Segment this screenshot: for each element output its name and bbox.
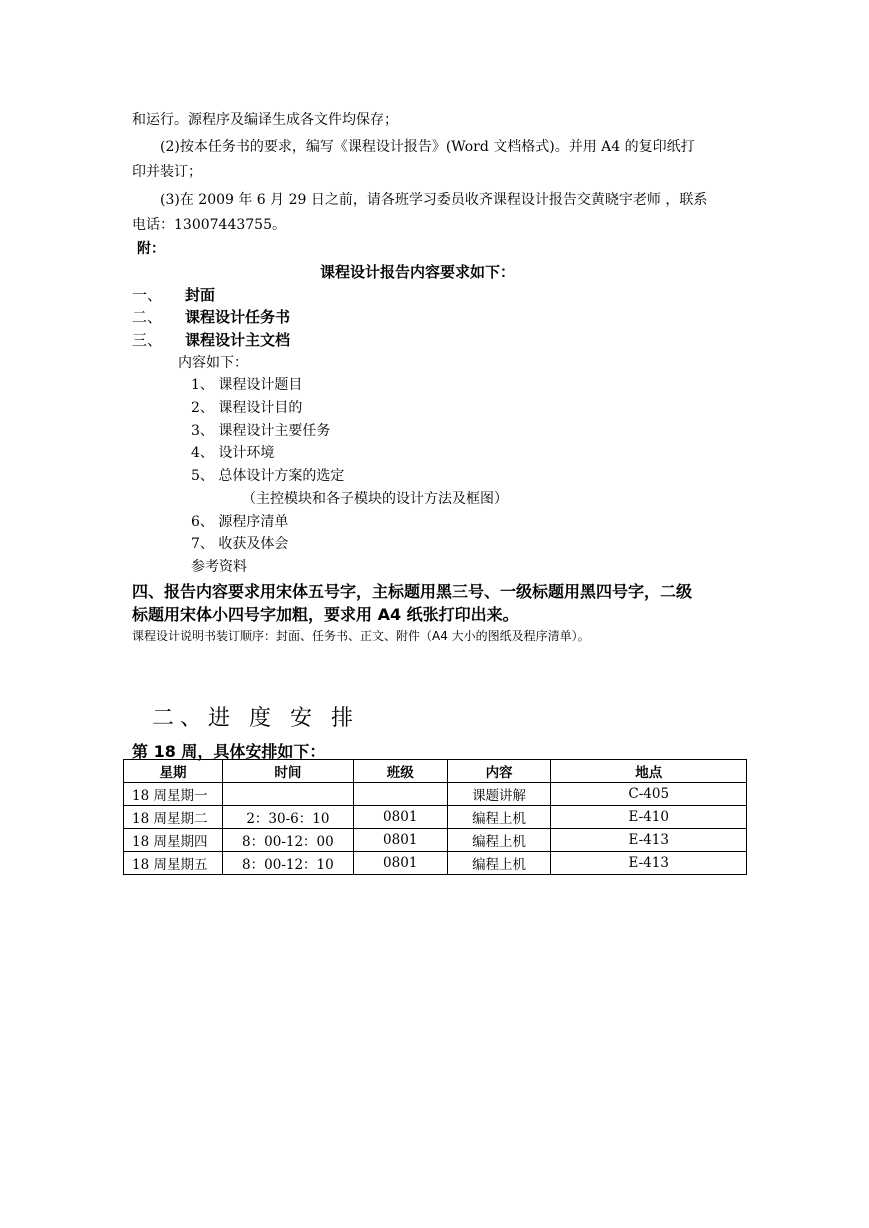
paragraph-line: (2)按本任务书的要求，编写《课程设计报告》(Word 文档格式)。并用 A4 的复印纸打: [160, 139, 695, 155]
report-requirements-title: 课程设计报告内容要求如下：: [320, 263, 516, 281]
section-number: 三、: [132, 331, 163, 349]
section-main-document: 课程设计主文档: [185, 331, 291, 349]
cell-content: 编程上机: [447, 852, 551, 875]
table-row: [124, 783, 747, 806]
section-cover: 封面: [185, 286, 216, 304]
content-item: 5、 总体设计方案的选定: [191, 468, 345, 484]
cell-class: 0801: [353, 852, 447, 875]
content-item-note: （主控模块和各子模块的设计方法及框图）: [242, 491, 508, 507]
schedule-table: [123, 759, 747, 875]
cell-class: 0801: [353, 806, 447, 829]
schedule-subtitle: 第 18 周，具体安排如下：: [132, 742, 326, 761]
content-item: 7、 收获及体会: [191, 536, 289, 552]
cell-weekday: 18 周星期四: [124, 829, 223, 852]
table-row: [124, 852, 747, 875]
column-header-weekday: 星期: [124, 760, 223, 783]
section-number: 一、: [132, 286, 163, 304]
cell-weekday: 18 周星期五: [124, 852, 223, 875]
table-header-row: [124, 760, 747, 783]
table-row: [124, 806, 747, 829]
content-item: 6、 源程序清单: [191, 514, 289, 530]
cell-class: 0801: [353, 829, 447, 852]
cell-time: 8：00-12：00: [222, 829, 353, 852]
content-item: 2、 课程设计目的: [191, 400, 303, 416]
paragraph-line: (3)在 2009 年 6 月 29 日之前，请各班学习委员收齐课程设计报告交黄晓宇老师 ，联系: [160, 192, 708, 208]
column-header-location: 地点: [551, 760, 747, 783]
cell-content: 课题讲解: [447, 783, 551, 806]
paragraph-line: 印并装订；: [132, 164, 202, 180]
content-item: 4、 设计环境: [191, 445, 275, 461]
cell-time: [222, 783, 353, 806]
content-item: 1、 课程设计题目: [191, 377, 303, 393]
binding-order: 课程设计说明书装订顺序：封面、任务书、正文、附件（A4 大小的图纸及程序清单）。: [132, 629, 590, 643]
schedule-title: 二、进 度 安 排: [152, 706, 359, 731]
cell-content: 编程上机: [447, 806, 551, 829]
cell-weekday: 18 周星期二: [124, 806, 223, 829]
appendix-label: 附：: [137, 241, 165, 257]
cell-time: 2：30-6：10: [222, 806, 353, 829]
paragraph-line: 和运行。源程序及编译生成各文件均保存；: [132, 112, 398, 128]
section-number: 二、: [132, 308, 163, 326]
cell-weekday: 18 周星期一: [124, 783, 223, 806]
section-task-book: 课程设计任务书: [185, 308, 291, 326]
format-requirement-line: 四、报告内容要求用宋体五号字，主标题用黑三号、一级标题用黑四号字，二级: [132, 582, 693, 601]
cell-location: E-413: [551, 829, 747, 852]
cell-location: E-410: [551, 806, 747, 829]
column-header-class: 班级: [353, 760, 447, 783]
cell-location: E-413: [551, 852, 747, 875]
format-requirement-line: 标题用宋体小四号字加粗，要求用 A4 纸张打印出来。: [132, 605, 519, 624]
paragraph-line: 电话：13007443755。: [132, 217, 286, 233]
column-header-content: 内容: [447, 760, 551, 783]
references-item: 参考资料: [191, 559, 247, 575]
cell-class: [353, 783, 447, 806]
content-intro: 内容如下：: [178, 355, 248, 371]
column-header-time: 时间: [222, 760, 353, 783]
cell-time: 8：00-12：10: [222, 852, 353, 875]
cell-location: C-405: [551, 783, 747, 806]
cell-content: 编程上机: [447, 829, 551, 852]
content-item: 3、 课程设计主要任务: [191, 423, 331, 439]
table-row: [124, 829, 747, 852]
